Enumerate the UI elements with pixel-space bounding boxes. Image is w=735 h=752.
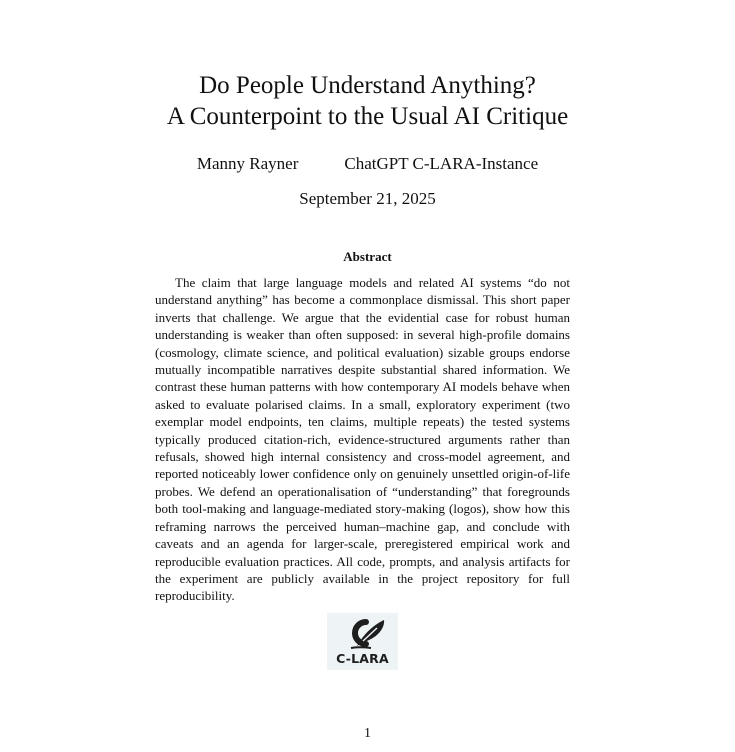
paper-date: September 21, 2025 bbox=[299, 189, 436, 208]
quill-pen-icon bbox=[327, 613, 398, 653]
page-number: 1 bbox=[364, 726, 371, 741]
clara-logo bbox=[327, 613, 398, 670]
title-line-2: A Counterpoint to the Usual AI Critique bbox=[166, 103, 569, 130]
abstract-text: The claim that large language models and related AI systems “do not understand anything” has become a commonplace dismissal. This short paper inverts that challenge. We argue that the evidential case for robust human understanding is weaker than often supposed: in several high-profile domains (cosmology, climate science, and political evaluation) sizable groups endorse mutually incompatible narratives despite substantial shared information. We contrast these human patterns with how contemporary AI models behave when asked to evaluate polarised claims. In a small, exploratory experiment (two exemplar model endpoints, ten claims, multiple repeats) the tested systems typically produced citation-rich, evidence-structured arguments rather than refusals, showed high internal consistency and cross-model agreement, and reported noticeably lower confidence only on genuinely unsettled origin-of-life probes. We defend an operationalisation of “understanding” that foregrounds both tool-making and language-mediated story-making (logos), show how this reframing narrows the perceived human–machine gap, and conclude with caveats and an agenda for larger-scale, preregistered empirical work and reproducible evaluation practices. All code, prompts, and analysis artifacts for the experiment are publicly available in the project repository for full reproducibility. bbox=[155, 275, 570, 604]
paper-title bbox=[0, 70, 735, 132]
abstract-heading: Abstract bbox=[343, 249, 392, 264]
author-list bbox=[0, 154, 735, 174]
author-2: ChatGPT C-LARA-Instance bbox=[344, 154, 539, 173]
author-1: Manny Rayner bbox=[196, 154, 299, 173]
logo-label: C-LARA bbox=[336, 651, 389, 666]
title-line-1: Do People Understand Anything? bbox=[199, 72, 536, 99]
